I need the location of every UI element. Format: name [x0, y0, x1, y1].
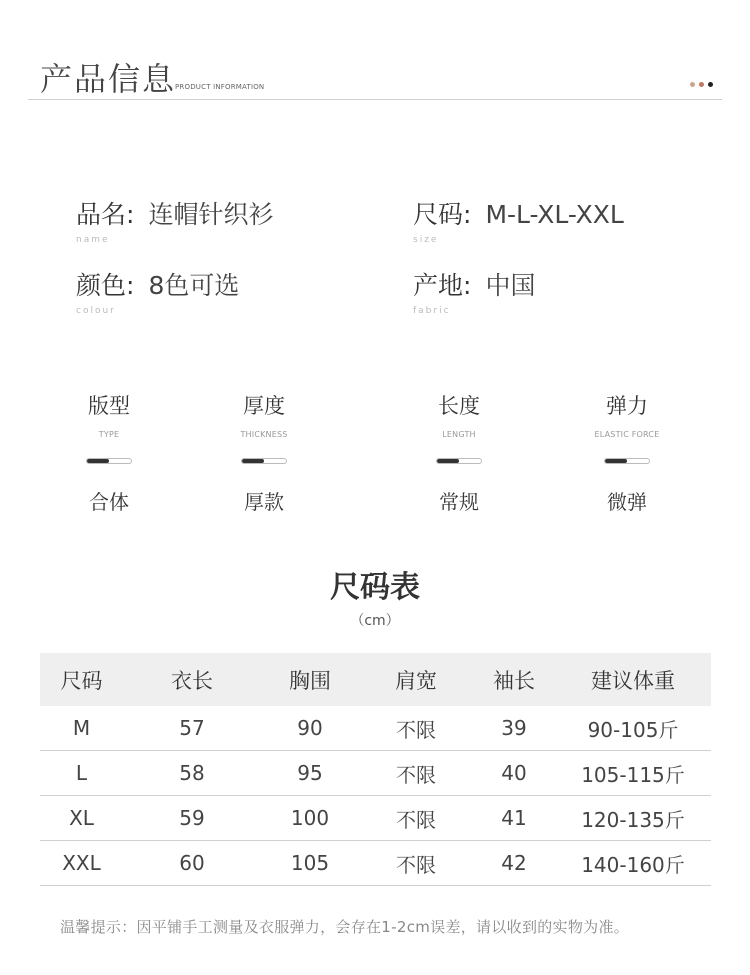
table-cell: 不限 [396, 807, 436, 832]
table-cell: 95 [297, 761, 323, 785]
size-table-unit: （cm） [350, 613, 400, 629]
table-header-cell: 尺码 [60, 668, 103, 693]
info-origin [413, 266, 535, 316]
table-cell: XL [69, 806, 94, 830]
table-cell: M [72, 716, 91, 740]
table-cell: 42 [501, 851, 527, 875]
attribute-value: 合体 [89, 490, 129, 514]
dot-icon [708, 82, 713, 87]
table-cell: 不限 [396, 852, 436, 877]
attribute-length [394, 390, 524, 515]
page-subtitle: PRODUCT INFORMATION [175, 83, 265, 91]
info-value: 中国 [485, 271, 536, 300]
table-header-cell: 建议体重 [591, 668, 675, 693]
attribute-en: LENGTH [442, 430, 476, 439]
table-cell: L [75, 761, 88, 785]
table-cell: 40 [501, 761, 527, 785]
table-cell: 58 [179, 761, 205, 785]
table-row [40, 751, 711, 796]
table-cell: 90 [297, 716, 323, 740]
table-cell: 90-105斤 [587, 717, 679, 742]
attribute-value: 常规 [439, 490, 479, 514]
info-value: 连帽针织衫 [148, 200, 274, 229]
size-table [40, 653, 711, 886]
table-cell: 105 [290, 851, 330, 875]
info-label: 颜色: [76, 271, 135, 300]
table-cell: 不限 [396, 717, 436, 742]
attribute-en: THICKNESS [240, 430, 288, 439]
header-divider [28, 99, 722, 100]
table-row [40, 796, 711, 841]
attribute-title: 厚度 [243, 394, 285, 418]
decorative-dots [690, 82, 713, 87]
size-table-title [0, 562, 750, 606]
table-cell: 140-160斤 [581, 852, 685, 877]
table-header-cell: 胸围 [289, 668, 331, 693]
info-en-label: name [76, 235, 110, 245]
attribute-title: 版型 [88, 394, 130, 418]
info-en-label: size [413, 235, 439, 245]
attribute-level-bar [86, 458, 132, 464]
table-cell: 60 [179, 851, 205, 875]
table-cell: XXL [62, 851, 101, 875]
table-cell: 57 [179, 716, 205, 740]
attribute-level-fill [437, 459, 459, 463]
info-size [413, 195, 624, 245]
page-title: 产品信息 [40, 60, 177, 98]
table-row [40, 841, 711, 886]
table-cell: 39 [501, 716, 527, 740]
table-header-cell: 袖长 [493, 668, 535, 693]
attribute-en: ELASTIC FORCE [594, 430, 660, 439]
attribute-en: TYPE [98, 430, 120, 439]
table-cell: 不限 [396, 762, 436, 787]
table-cell: 120-135斤 [581, 807, 685, 832]
table-header-cell: 肩宽 [395, 668, 437, 693]
info-name [76, 195, 273, 245]
attribute-level-bar [241, 458, 287, 464]
info-en-label: fabric [413, 306, 451, 316]
table-cell: 105-115斤 [581, 762, 685, 787]
dot-icon [699, 82, 704, 87]
measurement-note: 温馨提示：因平铺手工测量及衣服弹力，会存在1-2cm误差，请以收到的实物为准。 [60, 918, 630, 936]
info-label: 尺码: [413, 200, 472, 229]
attribute-thickness [199, 390, 329, 515]
attribute-title: 弹力 [606, 394, 648, 418]
attribute-level-bar [604, 458, 650, 464]
attribute-title: 长度 [438, 394, 480, 418]
dot-icon [690, 82, 695, 87]
info-colour [76, 266, 239, 316]
attribute-level-fill [605, 459, 627, 463]
table-header-cell: 衣长 [171, 668, 213, 693]
attribute-type [44, 390, 174, 515]
info-value: 8色可选 [148, 271, 240, 300]
table-cell: 59 [179, 806, 205, 830]
attribute-level-fill [242, 459, 264, 463]
table-row [40, 706, 711, 751]
size-table-title-text: 尺码表 [330, 570, 420, 605]
info-en-label: colour [76, 306, 116, 316]
info-label: 产地: [413, 271, 472, 300]
table-header-row [40, 653, 711, 706]
table-cell: 41 [501, 806, 527, 830]
table-cell: 100 [290, 806, 330, 830]
info-value: M-L-XL-XXL [485, 200, 624, 229]
info-label: 品名: [76, 200, 135, 229]
attribute-level-fill [87, 459, 109, 463]
attribute-value: 厚款 [244, 490, 284, 514]
attribute-elastic [562, 390, 692, 515]
attribute-value: 微弹 [607, 490, 647, 514]
attribute-level-bar [436, 458, 482, 464]
